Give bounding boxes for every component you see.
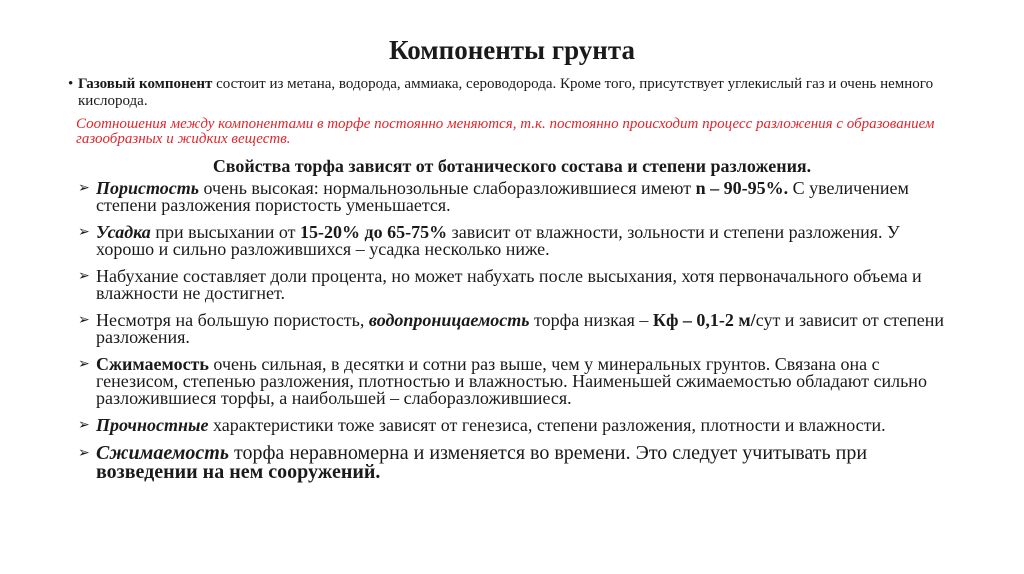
list-item-shrinkage [78,222,956,259]
text: характеристики тоже зависят от генезиса, степени разложения, плотности и влажности. [208,415,886,435]
red-note: Соотношения между компонентами в торфе постоянно меняются, т.к. постоянно происходит процесс разложения с образованием газообразных и жидких веществ. [76,116,935,147]
text: при высыхании от [150,222,301,242]
list-item-compressibility [78,354,956,408]
bold-text: возведении на нем сооружений. [96,461,381,483]
term: Сжимаемость [96,442,229,464]
list-item-porosity [78,178,956,215]
text: очень высокая: нормальнозольные слаборазложившиеся имеют [198,178,696,198]
arrow-bullet-icon: ➢ [78,417,90,433]
list-item-swelling [78,266,956,303]
arrow-bullet-icon: ➢ [78,356,90,372]
properties-list [78,178,956,492]
slide-title: Компоненты грунта [389,35,635,65]
intro-text: состоит из метана, водорода, аммиака, сероводорода. Кроме того, присутствует углекислый газ и очень немного кислорода. [78,76,934,109]
intro-bullet [68,76,958,110]
term: Усадка [96,222,151,242]
term: водопроницаемость [368,310,530,330]
bullet-dot-icon: • [68,76,74,92]
value: 15-20% до 65-75% [300,222,448,242]
arrow-bullet-icon: ➢ [78,180,90,196]
arrow-bullet-icon: ➢ [78,224,90,240]
value: Кф – 0,1-2 м/ [652,310,756,330]
arrow-bullet-icon: ➢ [78,268,90,284]
text: С увеличением степени разложения пористость уменьшается. [96,178,909,215]
text: сут и зависит от степени разложения. [96,310,945,347]
arrow-bullet-icon: ➢ [78,445,90,461]
arrow-bullet-icon: ➢ [78,312,90,328]
term: Сжимаемость [96,354,209,374]
term: Прочностные [96,415,209,435]
text: торфа неравномерна и изменяется во времени. Это следует учитывать при [229,442,868,464]
list-item-strength [78,415,956,435]
value: n – 90-95%. [695,178,789,198]
text: Несмотря на большую пористость, [96,310,369,330]
text: торфа низкая – [529,310,653,330]
subtitle: Свойства торфа зависят от ботанического состава и степени разложения. [212,156,812,176]
list-item-unevenness [78,442,956,483]
text: Набухание составляет доли процента, но может набухать после высыхания, хотя первоначального объема и влажности не достигнет. [96,266,922,303]
intro-term: Газовый компонент [78,76,213,92]
list-item-permeability [78,310,956,347]
text: зависит от влажности, зольности и степени разложения. У хорошо и сильно разложившихся – усадка несколько ниже. [96,222,900,259]
term: Пористость [96,178,199,198]
text: очень сильная, в десятки и сотни раз выше, чем у минеральных грунтов. Связана она с генезисом, степенью разложения, плотностью и влажностью. Наименьшей сжимаемостью обладают сильно разложившиеся торфы, а наибольшей – слаборазложившиеся. [96,354,927,408]
